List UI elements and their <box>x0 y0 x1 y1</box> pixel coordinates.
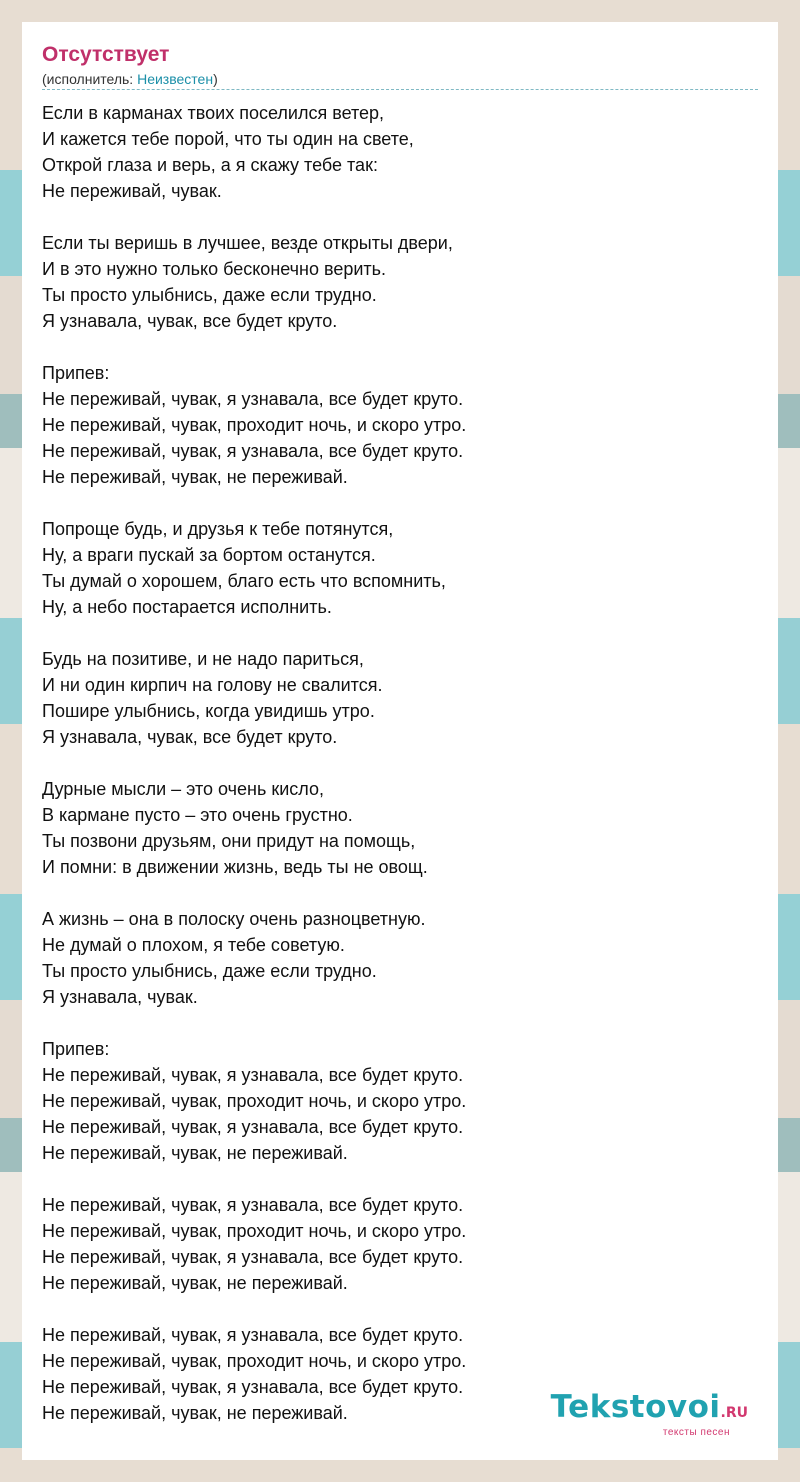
lyrics-line: Открой глаза и верь, а я скажу тебе так: <box>42 155 378 175</box>
logo-domain: .RU <box>720 1405 748 1421</box>
logo-tagline: тексты песен <box>662 1427 730 1438</box>
lyrics-line: Пошире улыбнись, когда увидишь утро. <box>42 701 375 721</box>
lyrics-line: Я узнавала, чувак. <box>42 987 198 1007</box>
lyrics-stanza <box>42 646 758 750</box>
lyrics-line: Не переживай, чувак, я узнавала, все будет круто. <box>42 1065 464 1085</box>
artist-prefix: (исполнитель: <box>42 71 138 87</box>
lyrics-stanza <box>42 360 758 490</box>
lyrics-text <box>42 100 758 1426</box>
song-title: Отсутствует <box>42 43 170 66</box>
lyrics-line: Попроще будь, и друзья к тебе потянутся, <box>42 519 394 539</box>
artist-line <box>42 70 758 88</box>
lyrics-line: Не переживай, чувак, проходит ночь, и скоро утро. <box>42 1221 467 1241</box>
lyrics-line: И помни: в движении жизнь, ведь ты не овощ. <box>42 857 428 877</box>
lyrics-stanza <box>42 1192 758 1296</box>
lyrics-line: Припев: <box>42 1039 110 1059</box>
lyrics-line: Не переживай, чувак, не переживай. <box>42 467 348 487</box>
logo-wordmark <box>551 1391 748 1429</box>
site-logo[interactable] <box>551 1391 748 1438</box>
lyrics-line: Будь на позитиве, и не надо париться, <box>42 649 364 669</box>
artist-suffix: ) <box>213 71 218 87</box>
lyrics-line: А жизнь – она в полоску очень разноцветную. <box>42 909 426 929</box>
lyrics-stanza <box>42 776 758 880</box>
lyrics-line: И ни один кирпич на голову не свалится. <box>42 675 383 695</box>
lyrics-line: И в это нужно только бесконечно верить. <box>42 259 387 279</box>
title-divider <box>42 89 758 90</box>
lyrics-line: Не переживай, чувак, не переживай. <box>42 1273 348 1293</box>
lyrics-line: Ты просто улыбнись, даже если трудно. <box>42 961 377 981</box>
lyrics-line: Не переживай, чувак, я узнавала, все будет круто. <box>42 1247 464 1267</box>
lyrics-line: Припев: <box>42 363 110 383</box>
lyrics-line: Я узнавала, чувак, все будет круто. <box>42 727 338 747</box>
lyrics-card <box>22 22 778 1460</box>
artist-link[interactable]: Неизвестен <box>137 71 214 87</box>
lyrics-line: Не переживай, чувак, проходит ночь, и скоро утро. <box>42 1091 467 1111</box>
lyrics-line: Если ты веришь в лучшее, везде открыты двери, <box>42 233 453 253</box>
lyrics-line: В кармане пусто – это очень грустно. <box>42 805 353 825</box>
lyrics-line: Не переживай, чувак, я узнавала, все будет круто. <box>42 1117 464 1137</box>
lyrics-line: Ты думай о хорошем, благо есть что вспомнить, <box>42 571 446 591</box>
lyrics-line: Ты просто улыбнись, даже если трудно. <box>42 285 377 305</box>
lyrics-stanza <box>42 230 758 334</box>
lyrics-line: Ну, а небо постарается исполнить. <box>42 597 332 617</box>
lyrics-line: Дурные мысли – это очень кисло, <box>42 779 324 799</box>
lyrics-line: Не переживай, чувак, я узнавала, все будет круто. <box>42 1195 464 1215</box>
lyrics-line: Если в карманах твоих поселился ветер, <box>42 103 385 123</box>
lyrics-line: Не переживай, чувак, я узнавала, все будет круто. <box>42 389 464 409</box>
lyrics-line: Я узнавала, чувак, все будет круто. <box>42 311 338 331</box>
lyrics-line: Ну, а враги пускай за бортом останутся. <box>42 545 376 565</box>
lyrics-stanza <box>42 516 758 620</box>
lyrics-line: Ты позвони друзьям, они придут на помощь, <box>42 831 416 851</box>
lyrics-line: И кажется тебе порой, что ты один на свете, <box>42 129 414 149</box>
logo-main-text: Tekstovoi <box>550 1389 721 1425</box>
lyrics-line: Не переживай, чувак, проходит ночь, и скоро утро. <box>42 415 467 435</box>
lyrics-stanza <box>42 906 758 1010</box>
lyrics-line: Не переживай, чувак. <box>42 181 222 201</box>
lyrics-line: Не переживай, чувак, проходит ночь, и скоро утро. <box>42 1351 467 1371</box>
lyrics-line: Не переживай, чувак, не переживай. <box>42 1143 348 1163</box>
lyrics-line: Не думай о плохом, я тебе советую. <box>42 935 345 955</box>
lyrics-line: Не переживай, чувак, я узнавала, все будет круто. <box>42 1325 464 1345</box>
lyrics-stanza <box>42 1036 758 1166</box>
lyrics-line: Не переживай, чувак, я узнавала, все будет круто. <box>42 441 464 461</box>
lyrics-line: Не переживай, чувак, не переживай. <box>42 1403 348 1423</box>
lyrics-line: Не переживай, чувак, я узнавала, все будет круто. <box>42 1377 464 1397</box>
lyrics-stanza <box>42 100 758 204</box>
